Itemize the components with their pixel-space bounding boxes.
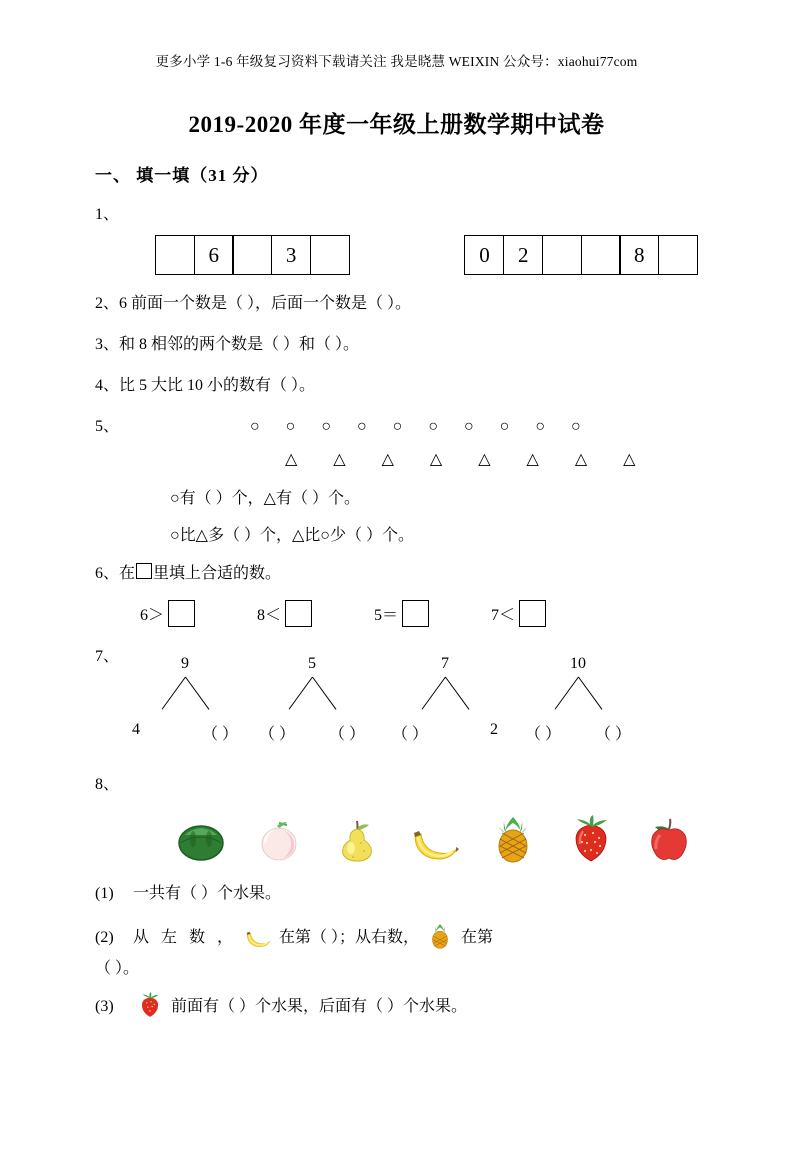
bond-vee-icon [523, 677, 633, 711]
bond-bottom-left[interactable]: 4 [132, 721, 140, 738]
bond-bottom-right: 2 [490, 721, 498, 738]
question-1-number: 1、 [95, 206, 120, 223]
bond-vee-icon [257, 677, 367, 711]
sub-question-label: (3) [95, 997, 114, 1015]
question-3: 3、和 8 相邻的两个数是（ ）和（ ）。 [95, 336, 360, 353]
number-cell[interactable] [658, 235, 698, 275]
question-8-sub-2 [95, 922, 698, 982]
compare-item-3 [374, 600, 429, 627]
bond-top-number: 9 [181, 655, 189, 672]
pear-icon [331, 813, 383, 865]
header-note: 更多小学 1-6 年级复习资料下载请关注 我是晓慧 WEIXIN 公众号：xiaohui77com [155, 54, 638, 69]
fruit-row [95, 803, 698, 865]
bond-vee-icon [130, 677, 240, 711]
sub-question-text-a: 从 左 数 ， [133, 929, 238, 947]
bond-top-number: 7 [441, 655, 449, 672]
question-6-text-before: 6、在 [95, 565, 136, 582]
number-box-group-a [155, 235, 350, 275]
answer-square-box[interactable] [285, 600, 312, 627]
compare-label: 5＝ [374, 607, 399, 624]
question-4: 4、比 5 大比 10 小的数有（ ）。 [95, 377, 316, 394]
number-cell[interactable]: 6 [194, 235, 234, 275]
bond-top-number: 5 [308, 655, 316, 672]
compare-label: 6＞ [140, 607, 165, 624]
number-bond-4 [523, 655, 633, 744]
question-8-sub-1 [95, 880, 698, 907]
sub-question-text-b: 在第（ ）；从右数， [279, 929, 420, 947]
sub-question-text-d: （ ）。 [95, 960, 140, 978]
question-6 [95, 562, 698, 586]
number-cell[interactable]: 8 [619, 235, 659, 275]
number-bond-1 [130, 655, 240, 744]
compare-label: 8＜ [257, 607, 282, 624]
compare-label: 7＜ [491, 607, 516, 624]
strawberry-icon [565, 813, 617, 865]
page-title: 2019-2020 年度一年级上册数学期中试卷 [188, 112, 605, 137]
compare-item-2 [257, 600, 312, 627]
sub-question-text-c: 在第 [461, 929, 494, 947]
bond-bottom-row [390, 721, 500, 744]
number-box-group-b [464, 235, 698, 275]
banana-icon [241, 922, 275, 950]
sub-question-label: (1) [95, 885, 114, 902]
question-2: 2、6 前面一个数是（ ），后面一个数是（ ）。 [95, 295, 412, 312]
banana-icon [409, 813, 461, 865]
strawberry-icon [133, 991, 167, 1019]
number-cell[interactable] [310, 235, 350, 275]
compare-item-1 [140, 600, 195, 627]
bond-bottom-right[interactable]: （ ） [328, 726, 365, 743]
section-title-fill-in: 一、 填一填（31 分） [95, 166, 269, 185]
question-6-text-after: 里填上合适的数。 [153, 565, 282, 582]
bond-bottom-row [130, 721, 240, 744]
number-cell[interactable]: 0 [464, 235, 504, 275]
question-7-number: 7、 [95, 648, 120, 665]
number-cell[interactable] [155, 235, 195, 275]
triangle-shapes-row: △ △ △ △ △ △ △ △ [285, 451, 652, 468]
apple-icon [643, 813, 695, 865]
number-cell[interactable] [542, 235, 582, 275]
number-cell[interactable]: 3 [271, 235, 311, 275]
bond-bottom-right[interactable]: （ ） [201, 726, 238, 743]
sub-question-text: 前面有（ ）个水果，后面有（ ）个水果。 [171, 997, 468, 1015]
number-cell[interactable] [232, 235, 272, 275]
number-cell[interactable]: 2 [503, 235, 543, 275]
circle-shapes-row: ○ ○ ○ ○ ○ ○ ○ ○ ○ ○ [250, 418, 592, 435]
sub-question-label: (2) [95, 929, 114, 947]
question-8-number: 8、 [95, 776, 120, 793]
question-5-number: 5、 [95, 418, 120, 435]
pineapple-icon [423, 922, 457, 950]
answer-square-box[interactable] [402, 600, 429, 627]
bond-top-number: 10 [570, 655, 586, 672]
square-placeholder-icon [136, 563, 152, 579]
watermelon-icon [175, 813, 227, 865]
pineapple-icon [487, 813, 539, 865]
exam-paper-page [0, 50, 793, 1172]
answer-square-box[interactable] [519, 600, 546, 627]
peach-icon [253, 813, 305, 865]
question-6-answer-row [95, 600, 698, 627]
bond-bottom-right[interactable]: （ ） [594, 726, 631, 743]
number-cell[interactable] [581, 235, 621, 275]
bond-bottom-row [257, 721, 367, 744]
question-7-number-bonds [95, 655, 698, 771]
number-bond-3 [390, 655, 500, 744]
sub-question-text: 一共有（ ）个水果。 [133, 885, 282, 902]
bond-bottom-row [523, 721, 633, 744]
bond-bottom-left[interactable]: （ ） [259, 726, 296, 743]
question-8-sub-3 [95, 991, 698, 1020]
question-5-line-1: ○有（ ）个，△有（ ）个。 [170, 490, 360, 507]
question-5 [95, 415, 698, 439]
bond-bottom-left[interactable]: （ ） [525, 726, 562, 743]
bond-vee-icon [390, 677, 500, 711]
number-bond-2 [257, 655, 367, 744]
compare-item-4 [491, 600, 546, 627]
bond-bottom-left[interactable]: （ ） [392, 726, 429, 743]
question-1-boxes [95, 235, 698, 275]
question-5-line-2: ○比△多（ ）个，△比○少（ ）个。 [170, 527, 414, 544]
answer-square-box[interactable] [168, 600, 195, 627]
